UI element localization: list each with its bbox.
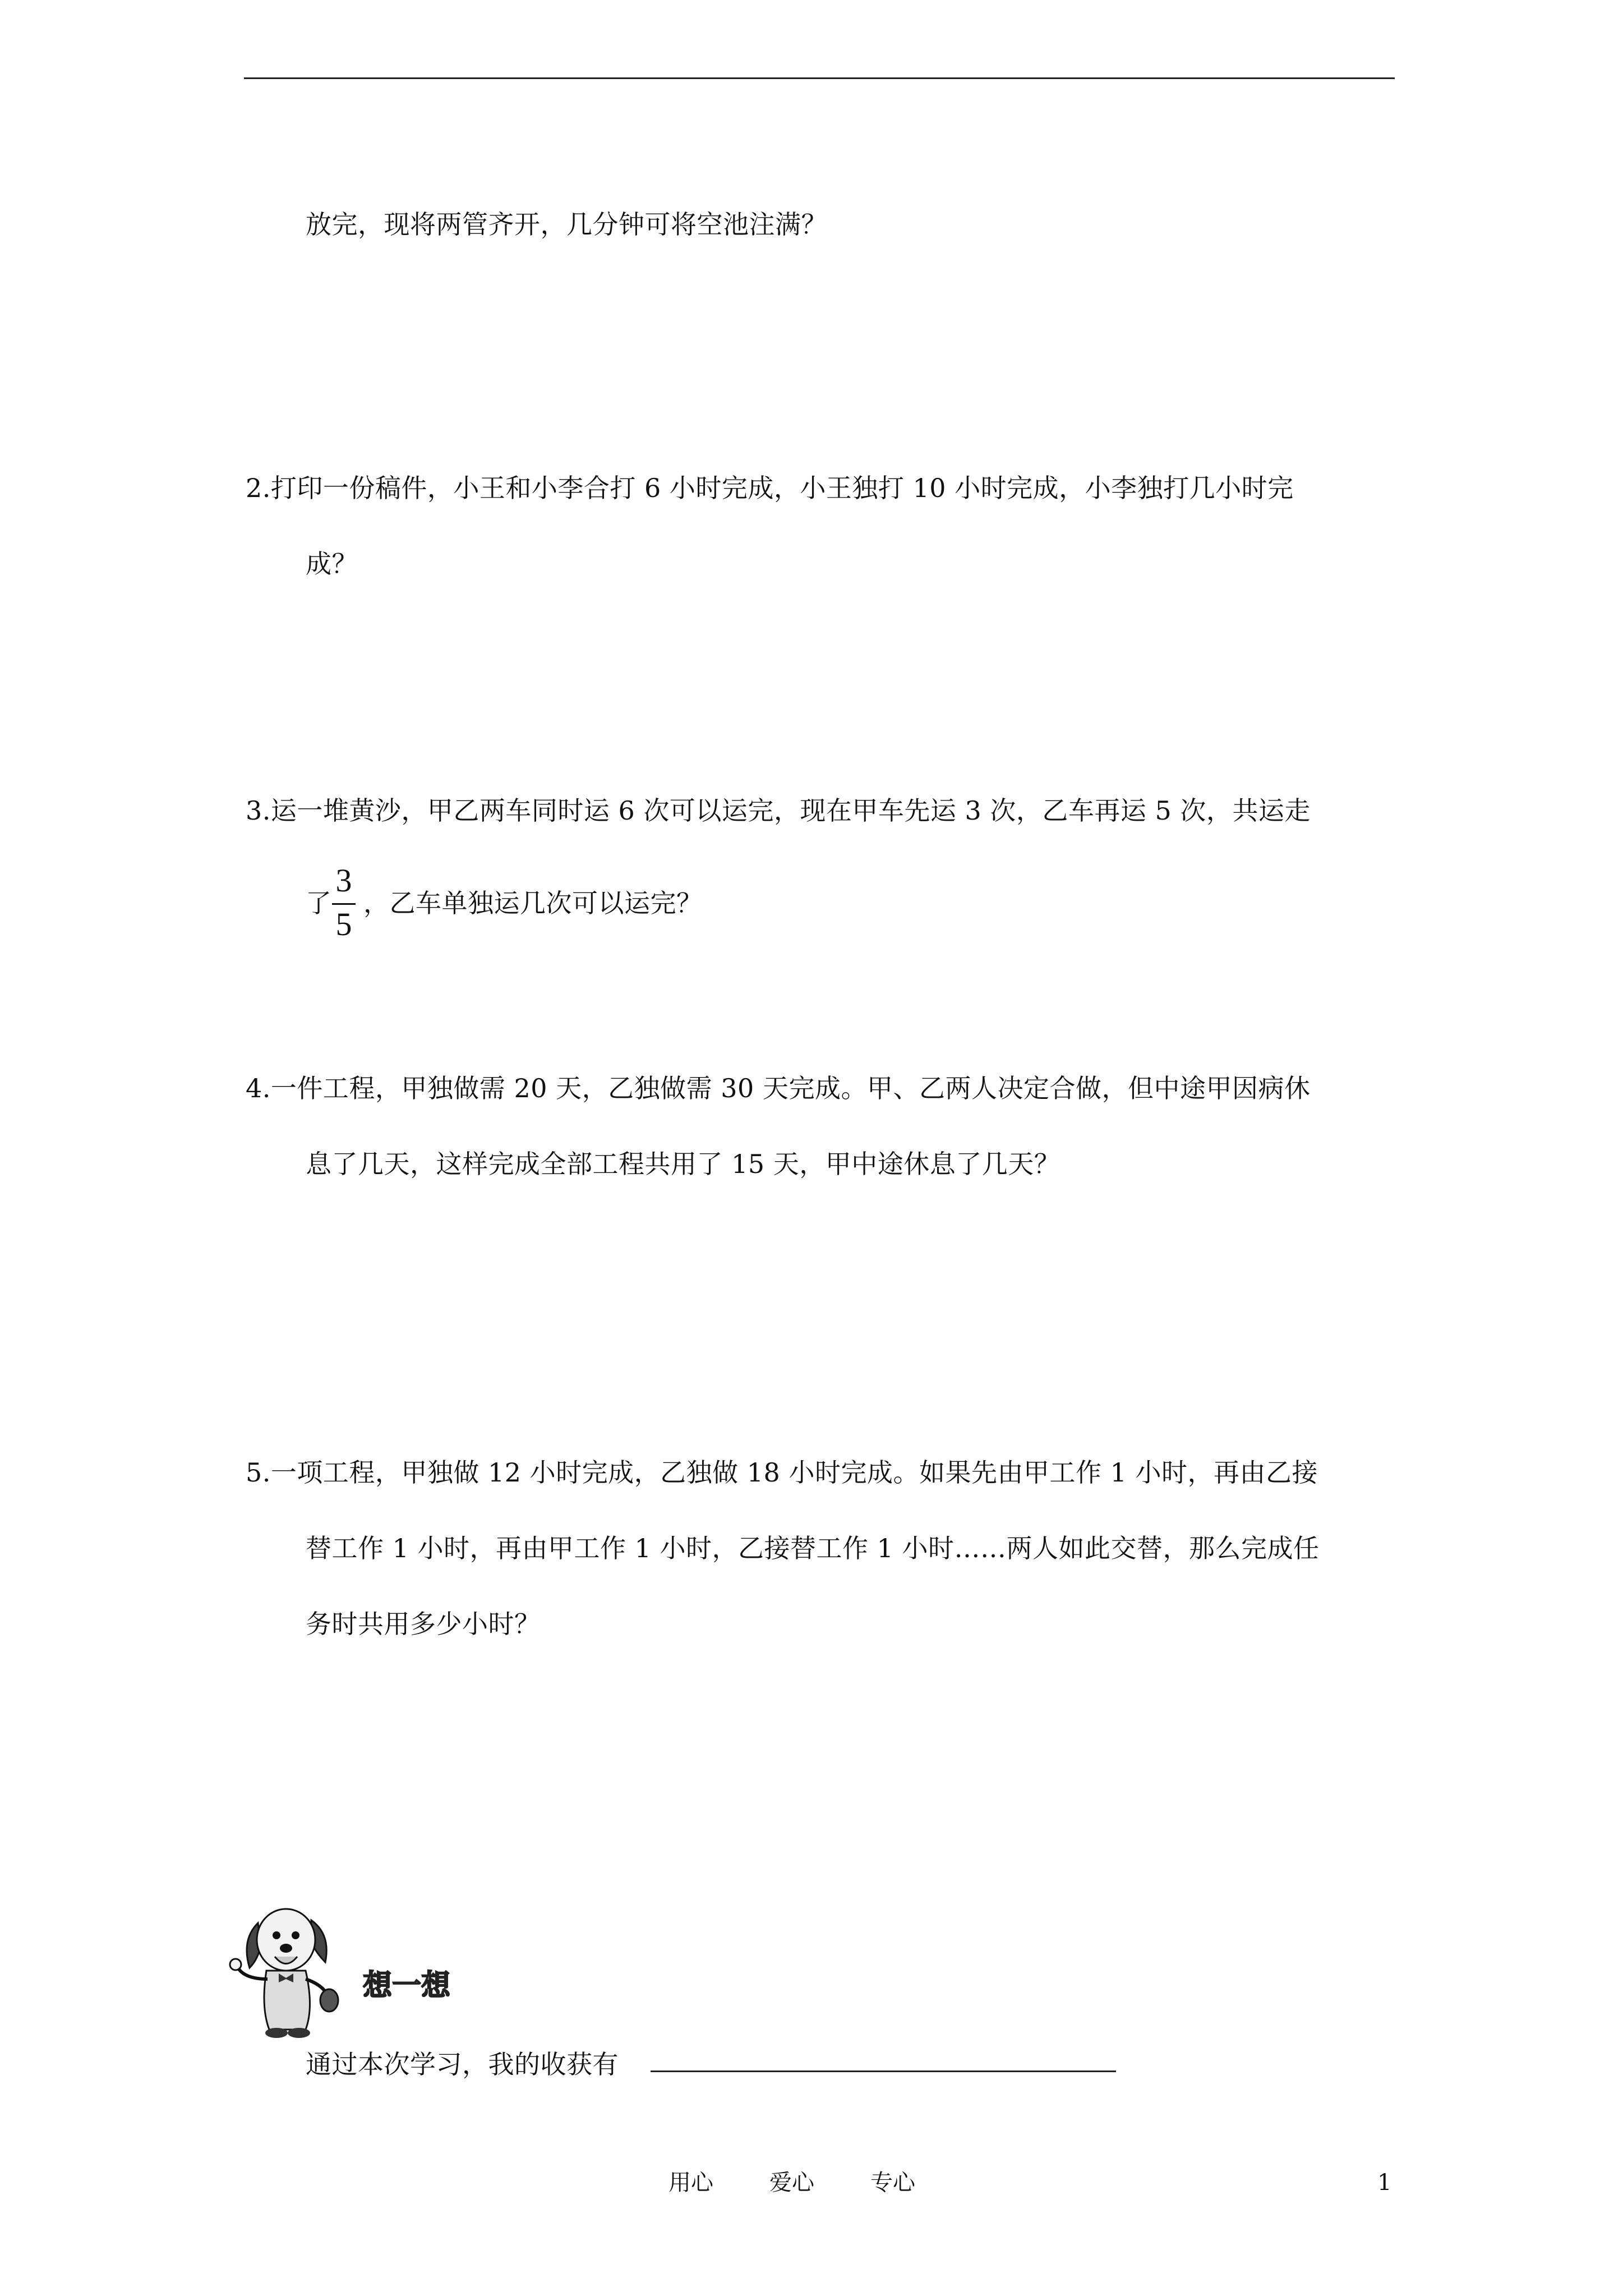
footer-word-3: 专心 [870,2170,915,2196]
question-5-line-2: 替工作 1 小时，再由甲工作 1 小时，乙接替工作 1 小时……两人如此交替，那么完成任 [306,1533,1320,1563]
dog-mascot-icon [227,1901,345,2041]
footer-word-2: 爱心 [769,2170,814,2196]
header-rule [244,77,1395,79]
answer-blank-line[interactable] [651,2070,1116,2072]
page-number: 1 [1377,2170,1392,2196]
fraction-bar [332,903,356,905]
think-heading-art [348,1966,465,2005]
fraction-denominator: 5 [335,906,352,942]
question-4-line-1: 4.一件工程，甲独做需 20 天，乙独做需 30 天完成。甲、乙两人决定合做，但中途甲因病休 [246,1073,1311,1103]
question-1-continuation: 放完，现将两管齐开，几分钟可将空池注满？ [306,209,827,240]
question-4-line-2: 息了几天，这样完成全部工程共用了 15 天，甲中途休息了几天？ [306,1149,1061,1179]
question-3-line-2-prefix: 了 [306,888,332,918]
question-5-line-3: 务时共用多少小时？ [306,1609,541,1639]
think-heading-text: 想一想 [362,1969,451,2003]
footer-word-1: 用心 [668,2170,713,2196]
reflection-prompt: 通过本次学习，我的收获有 [306,2049,619,2079]
question-5-line-1: 5.一项工程，甲独做 12 小时完成，乙独做 18 小时完成。如果先由甲工作 1 小时，再由乙接 [246,1457,1318,1488]
question-2-line-1: 2.打印一份稿件，小王和小李合打 6 小时完成，小王独打 10 小时完成，小李独打几小时完 [246,473,1294,503]
question-3-line-2-suffix: ，乙车单独运几次可以运完？ [363,888,703,918]
fraction-numerator: 3 [335,862,352,899]
question-3-line-1: 3.运一堆黄沙，甲乙两车同时运 6 次可以运完，现在甲车先运 3 次，乙车再运 5 次，共运走 [246,795,1311,826]
fraction-three-fifths [330,863,358,947]
question-2-line-2: 成？ [306,549,358,579]
